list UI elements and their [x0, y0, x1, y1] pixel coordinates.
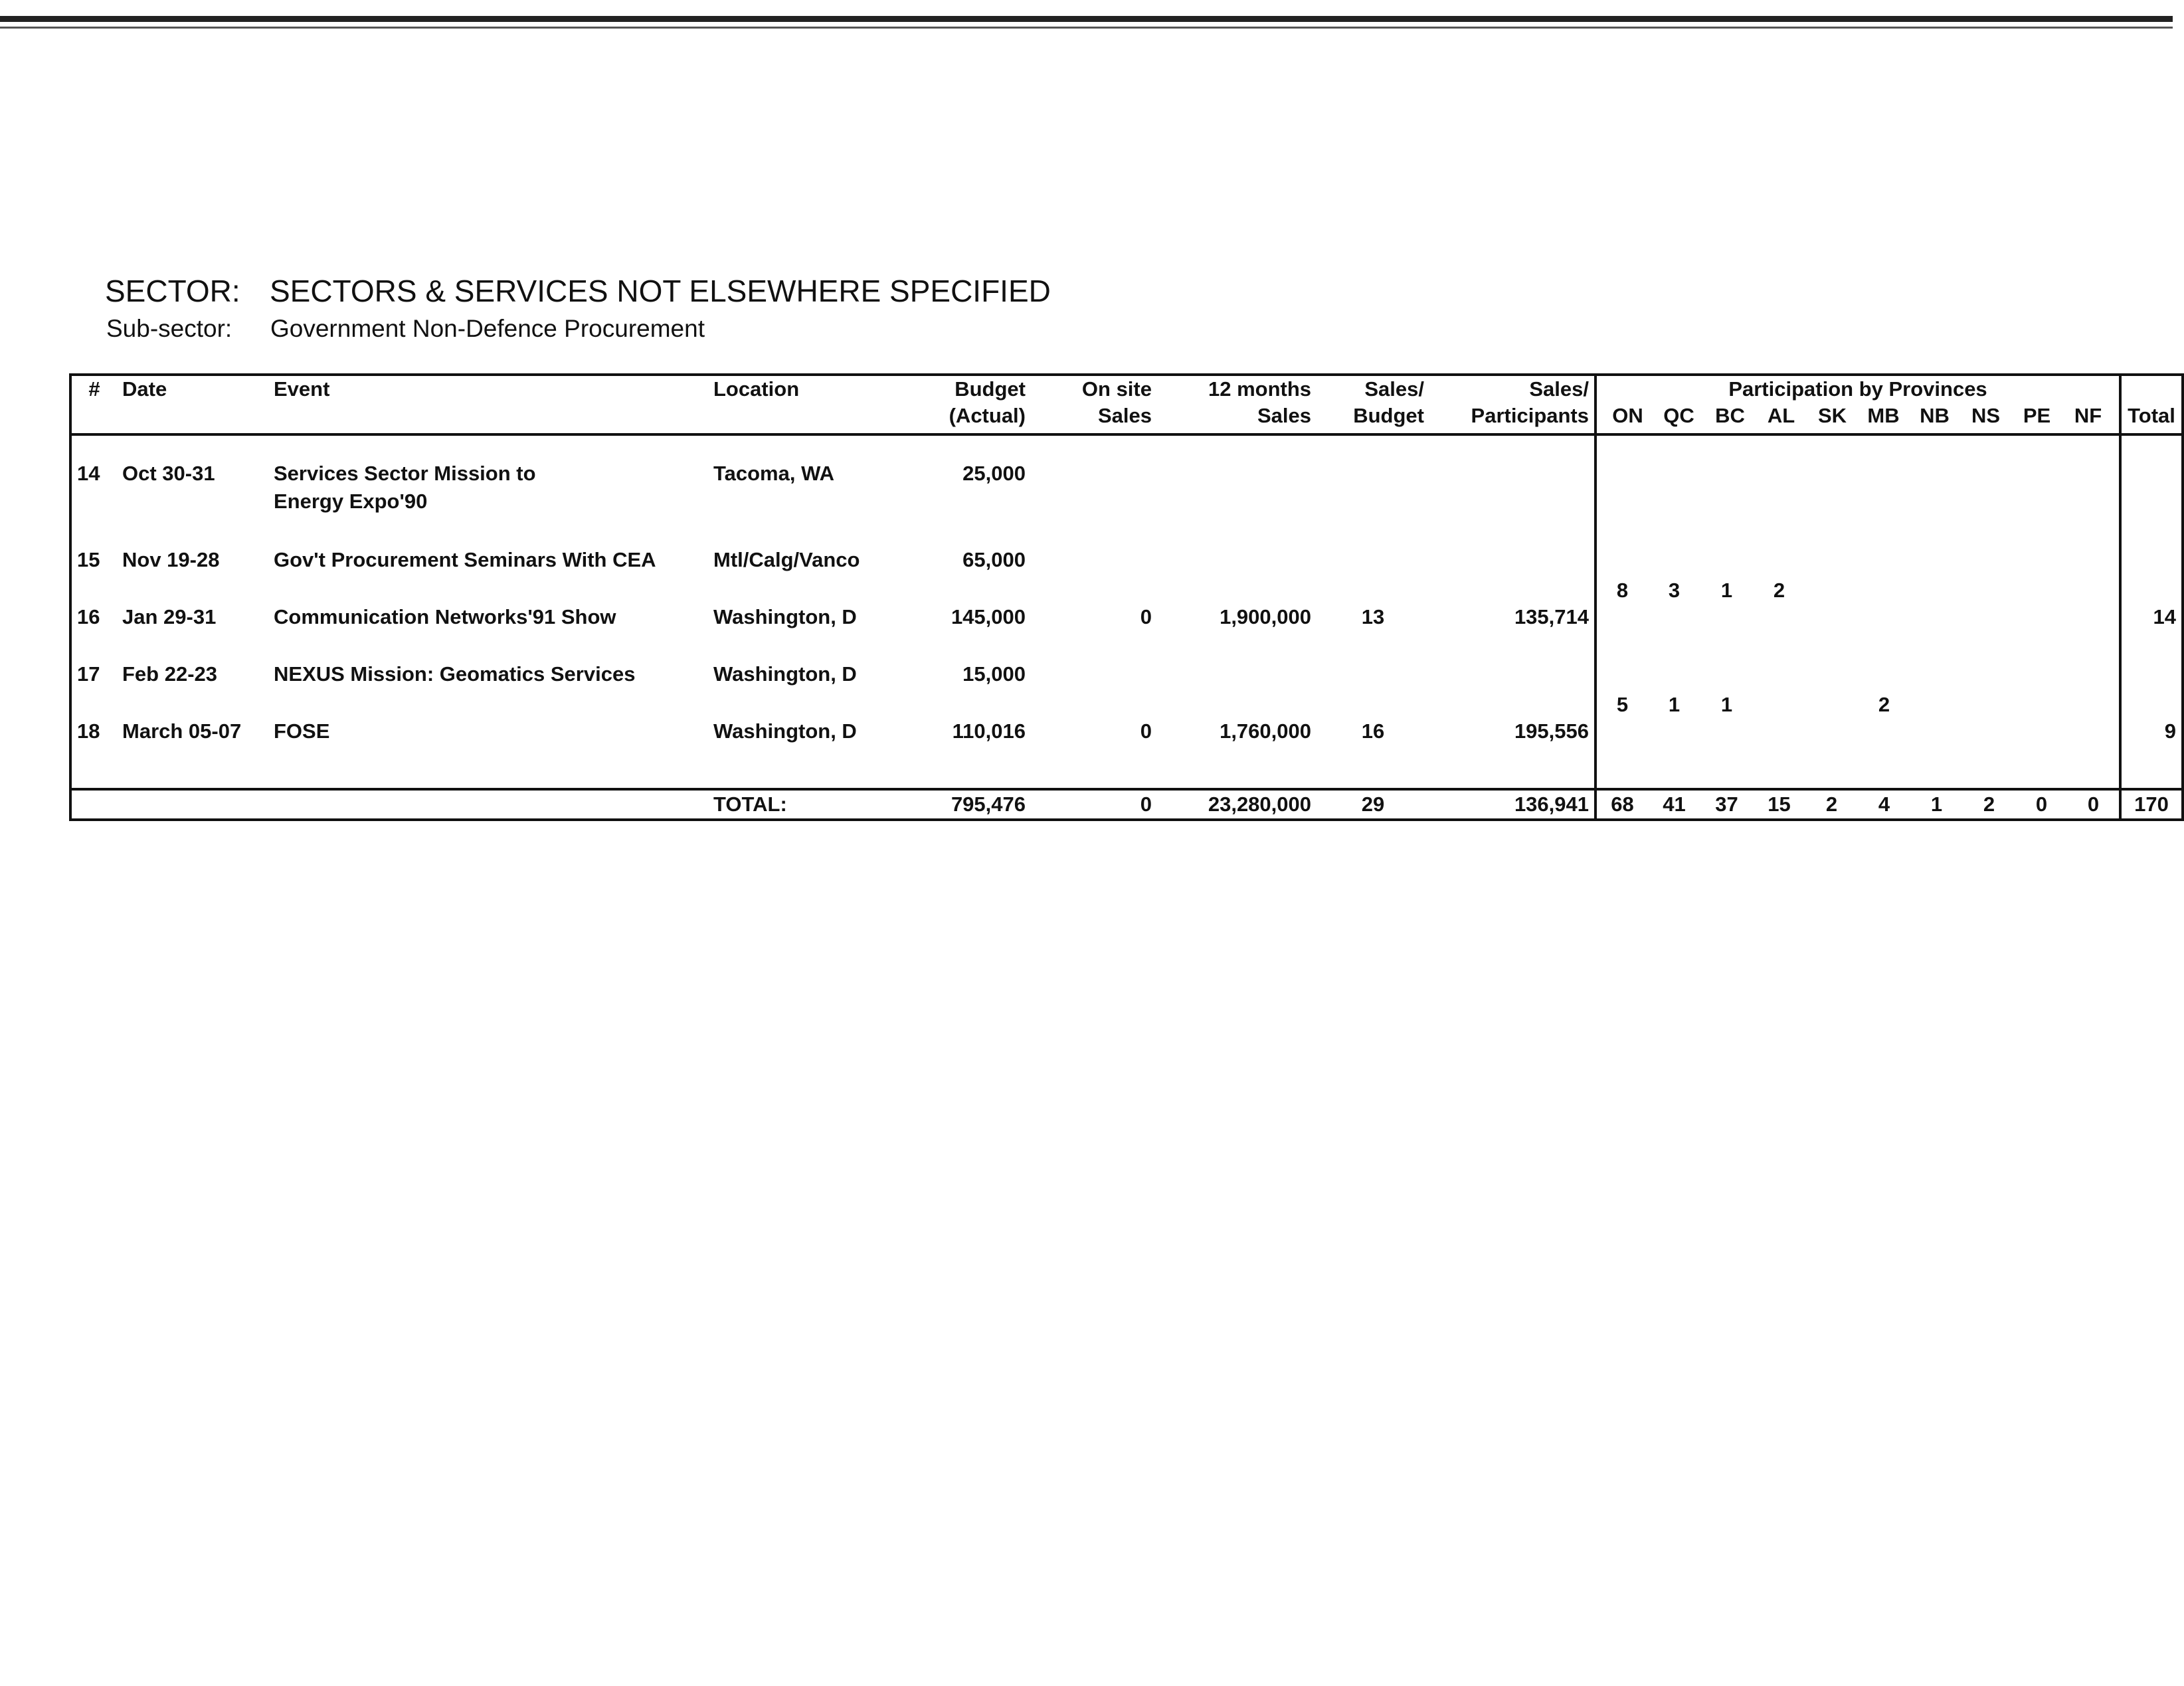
- row-location: Washington, D: [713, 662, 857, 686]
- row-province-nb: [1910, 519, 1963, 577]
- subsector-value: Government Non-Defence Procurement: [270, 315, 705, 342]
- header-sales-participants: Sales/ Participants: [1429, 375, 1595, 434]
- row-province-sk: [1805, 634, 1858, 691]
- row-budget: 15,000: [962, 662, 1026, 686]
- header-province-sk: SK: [1817, 404, 1847, 427]
- row-onsite-sales: 0: [1140, 605, 1152, 628]
- row-num: 15: [77, 548, 100, 571]
- row-event: FOSE: [274, 719, 330, 743]
- top-border-rule-thin: [0, 27, 2173, 29]
- header-province-al: AL: [1767, 404, 1795, 427]
- header-num: #: [70, 375, 117, 434]
- row-province-pe: [2015, 634, 2068, 691]
- subsector-heading: [106, 312, 705, 345]
- row-province-on: [1595, 519, 1648, 577]
- row-province-on: 8: [1595, 577, 1648, 634]
- row-province-mb: [1858, 434, 1910, 519]
- table-row: [70, 691, 2183, 748]
- header-province-qc: QC: [1663, 404, 1694, 427]
- table-row: [70, 634, 2183, 691]
- subsector-label: Sub-sector:: [106, 315, 232, 342]
- row-province-on: [1595, 634, 1648, 691]
- row-province-nf: [2068, 634, 2120, 691]
- row-province-mb: [1858, 519, 1910, 577]
- row-budget: 110,016: [952, 719, 1026, 743]
- row-sales-budget: 16: [1361, 719, 1385, 743]
- totals-province-pe: 0: [2015, 789, 2068, 820]
- totals-province-mb: 4: [1858, 789, 1910, 820]
- totals-budget: 795,476: [885, 789, 1031, 820]
- header-onsite-sales: On site Sales: [1031, 375, 1157, 434]
- row-sales-participants: 135,714: [1514, 605, 1589, 628]
- row-province-qc: 1: [1668, 693, 1681, 716]
- totals-12-months-sales: 23,280,000: [1157, 789, 1317, 820]
- row-province-ns: [1963, 634, 2015, 691]
- row-sales-budget: 13: [1361, 605, 1385, 628]
- header-budget: Budget (Actual): [885, 375, 1031, 434]
- row-province-qc: [1648, 519, 1700, 577]
- row-province-pe: [2015, 577, 2068, 634]
- row-num: 17: [77, 662, 100, 686]
- row-location: Washington, D: [713, 605, 857, 628]
- row-province-nf: [2068, 691, 2120, 748]
- row-event: NEXUS Mission: Geomatics Services: [274, 662, 636, 686]
- row-province-al: [1753, 634, 1805, 691]
- row-province-nf: [2068, 519, 2120, 577]
- row-province-pe: [2015, 691, 2068, 748]
- table-body: [70, 434, 2183, 820]
- row-onsite-sales: [1031, 434, 1157, 519]
- events-table: [69, 373, 2184, 821]
- row-province-qc: 3: [1668, 579, 1681, 602]
- row-province-nb: [1910, 691, 1963, 748]
- header-province-pe: PE: [2023, 404, 2051, 427]
- totals-province-nb: 1: [1910, 789, 1963, 820]
- row-sales-participants: [1429, 634, 1595, 691]
- totals-province-qc: 41: [1648, 789, 1700, 820]
- row-date: Oct 30-31: [122, 462, 215, 485]
- row-sales-participants: [1429, 434, 1595, 519]
- totals-province-al: 15: [1753, 789, 1805, 820]
- row-location: Washington, D: [713, 719, 857, 743]
- row-sales-budget: [1317, 519, 1429, 577]
- header-province-bc: BC: [1715, 404, 1745, 427]
- row-province-mb: [1858, 634, 1910, 691]
- row-onsite-sales: 0: [1140, 719, 1152, 743]
- row-event: Gov't Procurement Seminars With CEA: [274, 548, 656, 571]
- row-12-months-sales: [1157, 519, 1317, 577]
- totals-row: [70, 789, 2183, 820]
- header-sales-budget: Sales/ Budget: [1317, 375, 1429, 434]
- row-total: 14: [2120, 577, 2183, 634]
- totals-label: TOTAL:: [708, 789, 885, 820]
- row-province-mb: [1858, 577, 1910, 634]
- row-province-nf: [2068, 434, 2120, 519]
- row-12-months-sales: [1157, 634, 1317, 691]
- row-province-ns: [1963, 577, 2015, 634]
- row-province-nb: [1910, 434, 1963, 519]
- row-province-on: 5: [1595, 691, 1648, 748]
- row-total: [2120, 634, 2183, 691]
- row-sales-participants: [1429, 519, 1595, 577]
- row-total: [2120, 519, 2183, 577]
- header-province-nf: NF: [2074, 404, 2102, 427]
- row-num: 14: [77, 462, 100, 485]
- row-province-qc: [1648, 434, 1700, 519]
- row-province-al: [1753, 691, 1805, 748]
- row-province-al: 2: [1773, 579, 1785, 602]
- row-num: 18: [77, 719, 100, 743]
- sector-value: SECTORS & SERVICES NOT ELSEWHERE SPECIFIED: [270, 274, 1051, 308]
- totals-province-on: 68: [1595, 789, 1648, 820]
- header-province-on: ON: [1612, 404, 1643, 427]
- totals-province-sk: 2: [1805, 789, 1858, 820]
- totals-sales-participants: 136,941: [1429, 789, 1595, 820]
- row-province-qc: [1648, 634, 1700, 691]
- row-province-al: [1753, 519, 1805, 577]
- row-province-nb: [1910, 577, 1963, 634]
- totals-province-ns: 2: [1963, 789, 2015, 820]
- sector-heading: [105, 271, 1051, 311]
- header-province-mb: MB: [1867, 404, 1900, 427]
- row-province-bc: [1700, 634, 1753, 691]
- row-budget: 25,000: [962, 462, 1026, 485]
- header-participation-by-provinces: Participation by Provinces ON QC BC AL SK MB NB NS PE NF: [1595, 375, 2120, 434]
- row-12-months-sales: 1,900,000: [1220, 605, 1311, 628]
- header-province-ns: NS: [1971, 404, 2001, 427]
- row-province-al: [1753, 434, 1805, 519]
- row-event: Services Sector Mission to Energy Expo'90: [274, 462, 536, 513]
- row-12-months-sales: 1,760,000: [1220, 719, 1311, 743]
- totals-grand-total: 170: [2120, 789, 2183, 820]
- row-province-bc: 1: [1720, 693, 1733, 716]
- row-province-sk: [1805, 577, 1858, 634]
- row-province-pe: [2015, 519, 2068, 577]
- row-province-sk: [1805, 691, 1858, 748]
- header-event: Event: [268, 375, 708, 434]
- table-row: [70, 577, 2183, 634]
- row-onsite-sales: [1031, 634, 1157, 691]
- row-province-ns: [1963, 434, 2015, 519]
- row-province-bc: [1700, 519, 1753, 577]
- row-location: Mtl/Calg/Vanco: [713, 548, 860, 571]
- row-location: Tacoma, WA: [713, 462, 835, 485]
- row-sales-budget: [1317, 434, 1429, 519]
- row-province-bc: [1700, 434, 1753, 519]
- header-row: [70, 375, 2183, 434]
- row-sales-participants: 195,556: [1514, 719, 1589, 743]
- row-total: [2120, 434, 2183, 519]
- row-province-nb: [1910, 634, 1963, 691]
- header-date: Date: [117, 375, 268, 434]
- top-border-rule: [0, 16, 2173, 22]
- header-province-nb: NB: [1920, 404, 1950, 427]
- totals-province-bc: 37: [1700, 789, 1753, 820]
- row-onsite-sales: [1031, 519, 1157, 577]
- row-province-bc: 1: [1720, 579, 1733, 602]
- row-sales-budget: [1317, 634, 1429, 691]
- totals-sales-budget: 29: [1317, 789, 1429, 820]
- header-total: Total: [2120, 375, 2183, 434]
- row-province-ns: [1963, 519, 2015, 577]
- row-12-months-sales: [1157, 434, 1317, 519]
- header-location: Location: [708, 375, 885, 434]
- totals-province-nf: 0: [2068, 789, 2120, 820]
- table-row: [70, 434, 2183, 519]
- row-date: Jan 29-31: [122, 605, 217, 628]
- row-province-pe: [2015, 434, 2068, 519]
- sector-label: SECTOR:: [105, 274, 240, 308]
- row-date: March 05-07: [122, 719, 242, 743]
- table-header: [70, 375, 2183, 434]
- row-province-on: [1595, 434, 1648, 519]
- row-num: 16: [77, 605, 100, 628]
- totals-onsite-sales: 0: [1031, 789, 1157, 820]
- row-province-mb: 2: [1878, 693, 1890, 716]
- row-province-sk: [1805, 519, 1858, 577]
- spacer-row: [70, 748, 2183, 789]
- row-date: Nov 19-28: [122, 548, 220, 571]
- row-event: Communication Networks'91 Show: [274, 605, 616, 628]
- header-12-months-sales: 12 months Sales: [1157, 375, 1317, 434]
- row-budget: 145,000: [951, 605, 1026, 628]
- row-province-ns: [1963, 691, 2015, 748]
- row-budget: 65,000: [962, 548, 1026, 571]
- row-province-sk: [1805, 434, 1858, 519]
- row-province-nf: [2068, 577, 2120, 634]
- table-row: [70, 519, 2183, 577]
- row-date: Feb 22-23: [122, 662, 218, 686]
- row-total: 9: [2120, 691, 2183, 748]
